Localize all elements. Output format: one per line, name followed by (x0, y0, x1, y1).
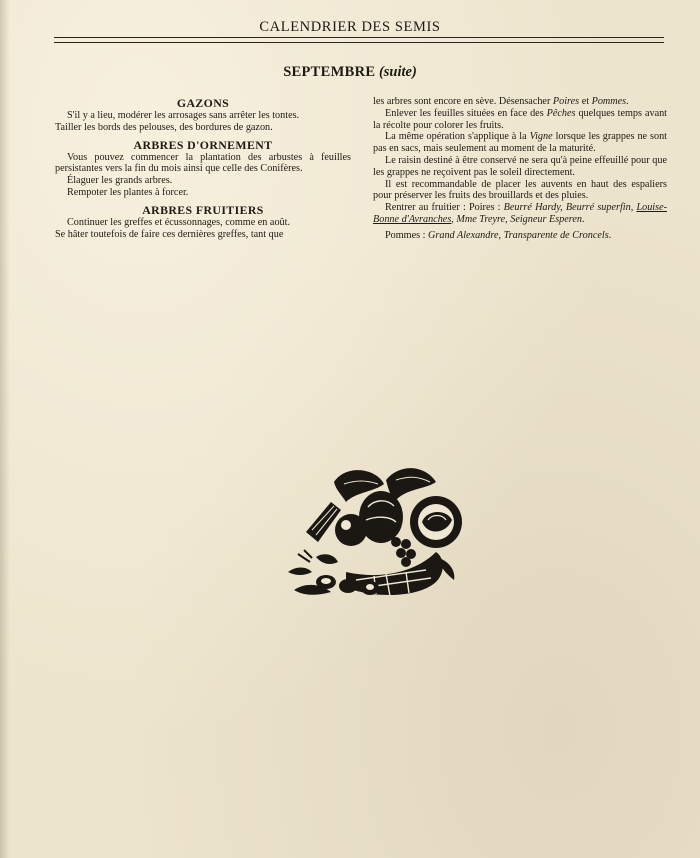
paragraph: Pommes : Grand Alexandre, Transparente de Croncels. (385, 229, 612, 241)
paragraph: Tailler les bords des pelouses, des bordures de gazon. (55, 121, 273, 133)
page-edge-shadow (0, 0, 10, 858)
month-name: SEPTEMBRE (283, 64, 376, 80)
cornucopia-icon (286, 462, 466, 607)
right-column (373, 96, 667, 242)
paragraph: les arbres sont encore en sève. Désensacher Poires et Pommes. (373, 96, 629, 107)
paragraph: Vous pouvez commencer la plantation des arbustes à feuilles persistantes vers la fin du mois ainsi que celle des Conifères. (55, 151, 351, 175)
paragraph: S'il y a lieu, modérer les arrosages sans arrêter les tontes. (67, 110, 300, 121)
month-title (0, 64, 700, 81)
header-rule-thin (54, 42, 664, 43)
header-rule-thick (54, 37, 664, 38)
paragraph: Rentrer au fruitier : Poires : Beurré Hardy, Beurré superfin, Louise-Bonne d'Avranches, Mme Treyre, Seigneur Esperen. (373, 202, 668, 225)
paragraph: Continuer les greffes et écussonnages, comme en août. (67, 216, 291, 228)
paragraph: Rempoter les plantes à forcer. (67, 186, 189, 198)
section-heading-ornement: ARBRES D'ORNEMENT (133, 137, 273, 152)
running-header: CALENDRIER DES SEMIS (259, 19, 441, 35)
paragraph: Enlever les feuilles situées en face des Pêches quelques temps avant la récolte pour colorer les fruits. (373, 107, 668, 131)
section-heading-fruitiers: ARBRES FRUITIERS (142, 202, 264, 217)
paragraph: Il est recommandable de placer les auvents en haut des espaliers pour préserver les fruits des brouillards et des pluies. (373, 178, 667, 202)
paragraph: Le raisin destiné à être conservé ne sera qu'à peine effeuillé pour que les grappes ne reçoivent pas le soleil directement. (373, 154, 667, 178)
paragraph: La même opération s'applique à la Vigne lorsque les grappes ne sont pas en sacs, mais seulement au moment de la maturité. (373, 131, 667, 155)
underlined-variety: Louise-Bonne d'Avranches (373, 202, 668, 225)
left-column (55, 96, 351, 240)
month-suffix: (suite) (378, 64, 417, 80)
paragraph: Se hâter toutefois de faire ces dernières greffes, tant que (55, 228, 284, 240)
paragraph: Élaguer les grands arbres. (67, 175, 173, 187)
section-heading-gazons: GAZONS (176, 96, 230, 110)
